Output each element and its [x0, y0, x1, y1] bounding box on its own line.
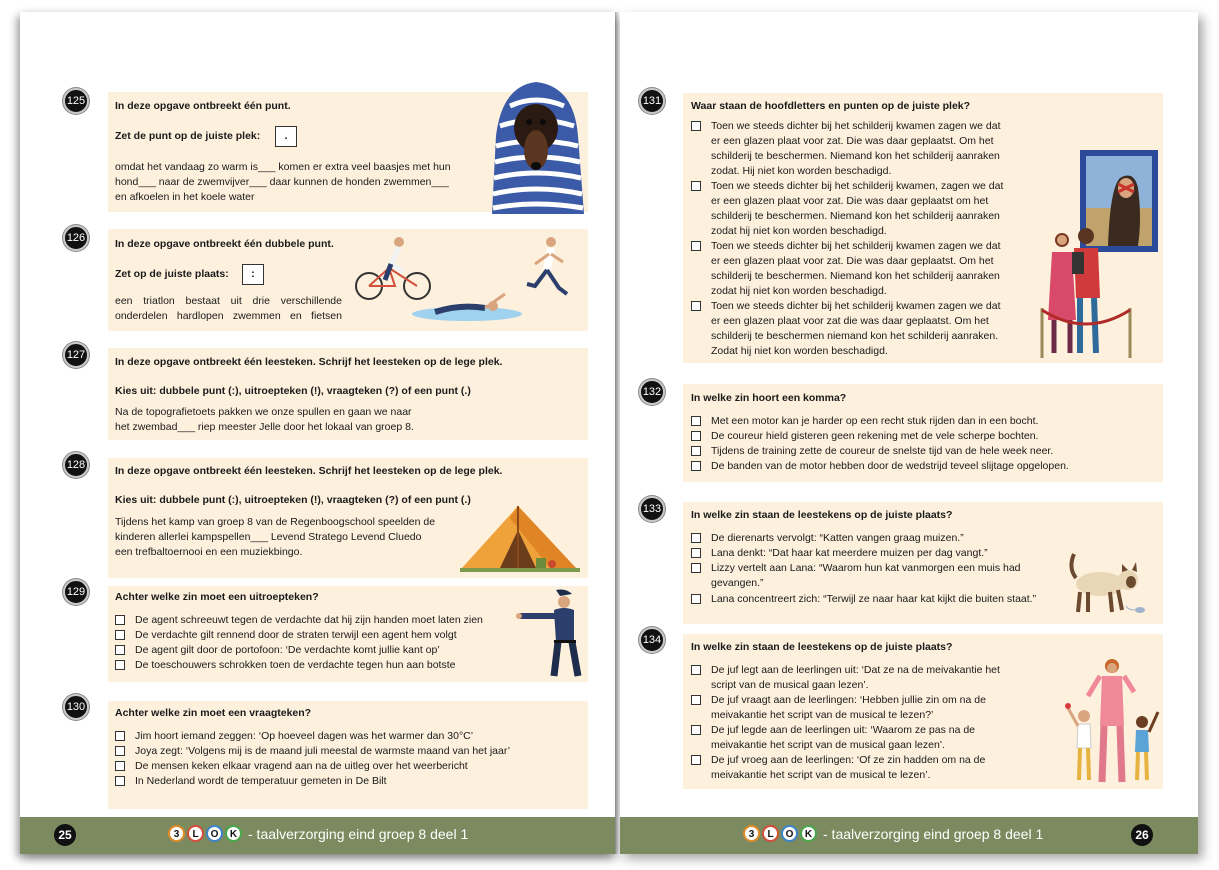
checkbox-icon[interactable] — [691, 241, 701, 251]
exercise-line: omdat het vandaag zo warm is___ komen er extra veel baasjes met hun — [115, 161, 451, 173]
checkbox-icon[interactable] — [115, 660, 125, 670]
option-text: Met een motor kan je harder op een recht stuk rijden dan in een bocht. — [711, 415, 1039, 427]
page-number: 26 — [1131, 824, 1153, 846]
option-text: De agent schreeuwt tegen de verdachte dat hij zijn handen moet laten zien — [135, 614, 483, 626]
checkbox-icon[interactable] — [691, 461, 701, 471]
question-heading: In welke zin staan de leestekens op de juiste plaats? — [691, 509, 953, 521]
option-line: De juf vraagt aan de leerlingen: ‘Hebben jullie zin om na de — [711, 694, 986, 706]
answer-option[interactable] — [115, 643, 440, 658]
option-text: Joya zegt: ‘Volgens mij is de maand juli meestal de warmste maand van het jaar’ — [135, 745, 511, 757]
brand-letter: 3 — [168, 825, 185, 842]
answer-option[interactable] — [115, 744, 510, 759]
answer-option[interactable] — [691, 179, 1003, 239]
brand-letter: K — [225, 825, 242, 842]
answer-option[interactable] — [691, 119, 1001, 179]
option-text: De dierenarts vervolgt: “Katten vangen graag muizen.” — [711, 532, 964, 544]
exercise-line: een trefbaltoernooi en een muziekbingo. — [115, 546, 303, 558]
option-text: De coureur hield gisteren geen rekening met de vele scherpe bochten. — [711, 430, 1039, 442]
brand-letter: O — [781, 825, 798, 842]
question-heading: In welke zin hoort een komma? — [691, 392, 847, 404]
option-text: Lana denkt: “Dat haar kat meerdere muizen per dag vangt.” — [711, 547, 988, 559]
instruction-text: Zet op de juiste plaats: — [115, 268, 229, 280]
option-line: schilderij te beschermen niemand kon het schilderij aanraken. — [711, 330, 999, 342]
exercise-line: hond___ naar de zwemvijver___ daar kunnen de honden zwemmen___ — [115, 176, 449, 188]
answer-option[interactable] — [691, 459, 1069, 474]
checkbox-icon[interactable] — [691, 446, 701, 456]
answer-option[interactable] — [691, 723, 975, 753]
answer-option[interactable] — [691, 444, 1053, 459]
punctuation-box: : — [242, 264, 264, 285]
option-line: De juf legde aan de leerlingen uit: ‘Waarom ze pas na de — [711, 724, 976, 736]
answer-option[interactable] — [115, 759, 468, 774]
question-number-badge: 128 — [63, 452, 89, 478]
question-number-badge: 130 — [63, 694, 89, 720]
option-line: zodat hij niet kon worden beschadigd. — [711, 225, 887, 237]
exercise-line: Tijdens het kamp van groep 8 van de Regenboogschool speelden de — [115, 516, 436, 528]
question-heading: Achter welke zin moet een vraagteken? — [115, 707, 312, 719]
option-line: gevangen.” — [711, 577, 764, 589]
option-line: er een glazen plaat voor zat. Die was daar geplaatst. Om het — [711, 255, 994, 267]
choice-text: Kies uit: dubbele punt (:), uitroepteken (!), vraagteken (?) of een punt (.) — [115, 494, 471, 506]
option-line: meivakantie het script van de musical te lezen?’ — [711, 709, 934, 721]
answer-option[interactable] — [691, 429, 1038, 444]
choice-text: Kies uit: dubbele punt (:), uitroepteken (!), vraagteken (?) of een punt (.) — [115, 385, 471, 397]
checkbox-icon[interactable] — [691, 533, 701, 543]
checkbox-icon[interactable] — [691, 563, 701, 573]
option-line: zodat hij niet kon worden beschadigd. — [711, 285, 887, 297]
page-footer — [20, 817, 615, 854]
left-page — [20, 12, 615, 854]
answer-option[interactable] — [691, 239, 1001, 299]
checkbox-icon[interactable] — [691, 695, 701, 705]
option-text — [711, 119, 1001, 179]
instruction-text: Zet de punt op de juiste plek: — [115, 130, 261, 142]
answer-option[interactable] — [115, 658, 455, 673]
option-line: schilderij te beschermen. Niemand kon het schilderij aanraken — [711, 150, 1000, 162]
museum-painting-illustration — [1038, 148, 1160, 360]
option-line: Lizzy vertelt aan Lana: “Waarom hun kat vanmorgen een muis had — [711, 562, 1021, 574]
option-line: Toen we steeds dichter bij het schilderij kwamen zagen we dat — [711, 300, 1001, 312]
option-line: meivakantie het script van de musical gaan lezen’. — [711, 739, 946, 751]
cat-mouse-illustration — [1066, 548, 1156, 616]
answer-option[interactable] — [691, 546, 988, 561]
option-line: Toen we steeds dichter bij het schilderij kwamen zagen we dat — [711, 240, 1001, 252]
answer-option[interactable] — [691, 592, 1036, 607]
checkbox-icon[interactable] — [691, 725, 701, 735]
option-text — [711, 663, 1000, 693]
question-heading: In welke zin staan de leestekens op de juiste plaats? — [691, 641, 953, 653]
option-text — [711, 753, 985, 783]
triathlon-illustration — [355, 234, 580, 324]
page-number: 25 — [54, 824, 76, 846]
footer-text: - taalverzorging eind groep 8 deel 1 — [248, 825, 469, 842]
police-officer-illustration — [516, 586, 584, 682]
exercise-line: en afkoelen in het koele water — [115, 191, 255, 203]
option-text: Tijdens de training zette de coureur de snelste tijd van de hele week neer. — [711, 445, 1054, 457]
option-line: script van de musical gaan lezen’. — [711, 679, 869, 691]
option-line: meivakantie het script van de musical te lezen’. — [711, 769, 931, 781]
question-number-badge: 131 — [639, 88, 665, 114]
exercise-line: onderdelen hardlopen zwemmen en fietsen — [115, 310, 342, 322]
checkbox-icon[interactable] — [115, 761, 125, 771]
option-text — [711, 723, 975, 753]
answer-option[interactable] — [115, 774, 387, 789]
option-line: Toen we steeds dichter bij het schilderij kwamen zagen we dat — [711, 120, 1001, 132]
exercise-line: Na de topografietoets pakken we onze spullen en gaan we naar — [115, 406, 412, 418]
option-text: De agent gilt door de portofoon: ‘De verdachte komt jullie kant op’ — [135, 644, 440, 656]
option-line: er een glazen plaat voor zat. Die was daar geplaatst. Om het — [711, 135, 994, 147]
footer-title — [743, 825, 1043, 842]
question-number-badge: 125 — [63, 88, 89, 114]
answer-option[interactable] — [115, 729, 473, 744]
option-text — [711, 239, 1001, 299]
answer-option[interactable] — [691, 414, 1038, 429]
checkbox-icon[interactable] — [691, 594, 701, 604]
brand-letter: K — [800, 825, 817, 842]
question-number-badge: 126 — [63, 225, 89, 251]
question-heading: In deze opgave ontbreekt één leesteken. Schrijf het leesteken op de lege plek. — [115, 356, 503, 368]
checkbox-icon[interactable] — [691, 416, 701, 426]
question-heading: In deze opgave ontbreekt één dubbele punt. — [115, 238, 334, 250]
question-heading: Achter welke zin moet een uitroepteken? — [115, 591, 319, 603]
question-heading: Waar staan de hoofdletters en punten op de juiste plek? — [691, 100, 971, 112]
option-text — [711, 299, 1001, 359]
option-line: Zodat hij niet kon worden beschadigd. — [711, 345, 888, 357]
option-text: De banden van de motor hebben door de wedstrijd teveel slijtage opgelopen. — [711, 460, 1069, 472]
question-number-badge: 132 — [639, 379, 665, 405]
option-line: Toen we steeds dichter bij het schilderij kwamen, zagen we dat — [711, 180, 1004, 192]
question-number-badge: 134 — [639, 627, 665, 653]
checkbox-icon[interactable] — [115, 645, 125, 655]
checkbox-icon[interactable] — [691, 431, 701, 441]
option-line: De juf legt aan de leerlingen uit: ‘Dat ze na de meivakantie het — [711, 664, 1000, 676]
option-text — [711, 693, 986, 723]
checkbox-icon[interactable] — [115, 615, 125, 625]
checkbox-icon[interactable] — [115, 630, 125, 640]
option-line: schilderij te beschermen. Niemand kon het schilderij aanraken — [711, 210, 1000, 222]
answer-option[interactable] — [691, 561, 1021, 591]
option-text: Lana concentreert zich: “Terwijl ze naar haar kat kijkt die buiten staat.” — [711, 593, 1037, 605]
option-text: De verdachte gilt rennend door de straten terwijl een agent hem volgt — [135, 629, 457, 641]
exercise-line: een triatlon bestaat uit drie verschillende — [115, 295, 342, 307]
checkbox-icon[interactable] — [691, 755, 701, 765]
teacher-children-illustration — [1064, 656, 1162, 786]
question-number-badge: 127 — [63, 342, 89, 368]
exercise-line: kinderen allerlei kampspellen___ Levend Stratego Levend Cluedo — [115, 531, 422, 543]
footer-text: - taalverzorging eind groep 8 deel 1 — [823, 825, 1044, 842]
option-text: In Nederland wordt de temperatuur gemeten in De Bilt — [135, 775, 387, 787]
question-heading: In deze opgave ontbreekt één punt. — [115, 100, 291, 112]
answer-option[interactable] — [691, 663, 1000, 693]
question-number-badge: 133 — [639, 496, 665, 522]
answer-option[interactable] — [691, 531, 964, 546]
checkbox-icon[interactable] — [691, 181, 701, 191]
dog-in-towel-illustration — [482, 76, 588, 214]
option-text: De mensen keken elkaar vragend aan na de uitleg over het weerbericht — [135, 760, 468, 772]
tent-illustration — [460, 498, 580, 574]
option-text: Jim hoort iemand zeggen: ‘Op hoeveel dagen was het warmer dan 30°C’ — [135, 730, 474, 742]
page-footer — [620, 817, 1198, 854]
checkbox-icon[interactable] — [115, 746, 125, 756]
option-text — [711, 561, 1021, 591]
checkbox-icon[interactable] — [691, 665, 701, 675]
answer-option[interactable] — [691, 299, 1001, 359]
checkbox-icon[interactable] — [691, 301, 701, 311]
option-line: schilderij te beschermen. Niemand kon het schilderij aanraken — [711, 270, 1000, 282]
exercise-line: het zwembad___ riep meester Jelle door het lokaal van groep 8. — [115, 421, 414, 433]
footer-title — [168, 825, 468, 842]
answer-option[interactable] — [115, 628, 457, 643]
option-line: zodat. Hij niet kon worden beschadigd. — [711, 165, 892, 177]
question-heading: In deze opgave ontbreekt één leesteken. Schrijf het leesteken op de lege plek. — [115, 465, 503, 477]
checkbox-icon[interactable] — [691, 548, 701, 558]
brand-letter: L — [762, 825, 779, 842]
brand-letter: 3 — [743, 825, 760, 842]
punctuation-box: . — [275, 126, 297, 147]
brand-letter: O — [206, 825, 223, 842]
right-page — [620, 12, 1198, 854]
answer-option[interactable] — [691, 693, 986, 723]
option-text: De toeschouwers schrokken toen de verdachte tegen hun aan botste — [135, 659, 456, 671]
option-text — [711, 179, 1003, 239]
option-line: er een glazen plaat voor zat. Die was daar geplaatst om het — [711, 195, 989, 207]
checkbox-icon[interactable] — [115, 731, 125, 741]
checkbox-icon[interactable] — [115, 776, 125, 786]
answer-option[interactable] — [691, 753, 985, 783]
option-line: De juf vroeg aan de leerlingen: ‘Of ze zin hadden om na de — [711, 754, 986, 766]
question-number-badge: 129 — [63, 579, 89, 605]
checkbox-icon[interactable] — [691, 121, 701, 131]
answer-option[interactable] — [115, 613, 483, 628]
option-line: er een glazen plaat voor zat die was daar geplaatst. Om het — [711, 315, 989, 327]
brand-letter: L — [187, 825, 204, 842]
